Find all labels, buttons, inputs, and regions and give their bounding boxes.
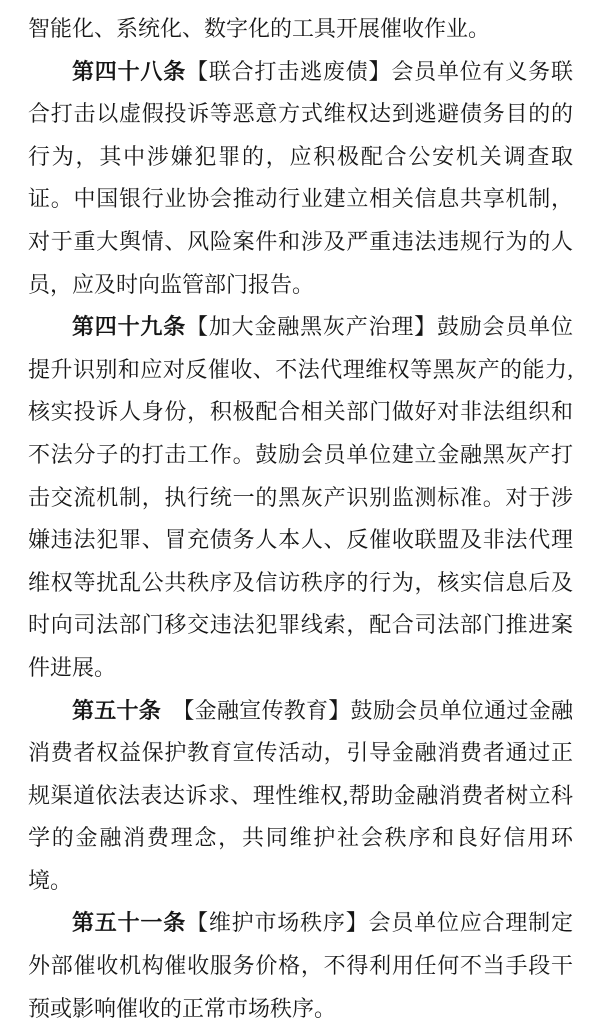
article-number: 第五十条	[72, 697, 162, 723]
article-number: 第四十九条	[72, 314, 187, 340]
article-title: 【金融宣传教育】	[183, 697, 351, 723]
paragraph-article-48	[28, 51, 573, 307]
article-number-separator	[161, 698, 183, 723]
article-title: 【维护市场秩序】	[186, 910, 369, 936]
article-body: 鼓励会员单位通过金融消费者权益保护教育宣传活动，引导金融消费者通过正规渠道依法表达诉求、理性维权,帮助金融消费者树立科学的金融消费理念，共同维护社会秩序和良好信用环境。	[28, 697, 573, 893]
article-title: 【联合打击逃废债】	[186, 58, 392, 84]
article-body: 鼓励会员单位提升识别和应对反催收、不法代理维权等黑灰产的能力,核实投诉人身份，积极配合相关部门做好对非法组织和不法分子的打击工作。鼓励会员单位建立金融黑灰产打击交流机制，执行统一的黑灰产识别监测标准。对于涉嫌违法犯罪、冒充债务人本人、反催收联盟及非法代理维权等扰乱公共秩序及信访秩序的行为，核实信息后及时向司法部门移交违法犯罪线索，配合司法部门推进案件进展。	[28, 314, 573, 680]
article-title: 【加大金融黑灰产治理】	[186, 314, 437, 340]
paragraph-continuation	[28, 8, 573, 51]
article-number: 第五十一条	[72, 910, 187, 936]
paragraph-article-49	[28, 306, 573, 689]
article-body: 会员单位有义务联合打击以虚假投诉等恶意方式维权达到逃避债务目的的行为，其中涉嫌犯罪的，应积极配合公安机关调查取证。中国银行业协会推动行业建立相关信息共享机制，对于重大舆情、风险案件和涉及严重违法违规行为的人员，应及时向监管部门报告。	[28, 58, 573, 297]
article-number: 第四十八条	[72, 58, 187, 84]
paragraph-article-51	[28, 902, 573, 1030]
paragraph-article-50	[28, 690, 573, 903]
article-body: 会员单位应合理制定外部催收机构催收服务价格，不得利用任何不当手段干预或影响催收的正常市场秩序。	[28, 910, 573, 1021]
paragraph-text: 智能化、系统化、数字化的工具开展催收作业。	[28, 16, 491, 41]
